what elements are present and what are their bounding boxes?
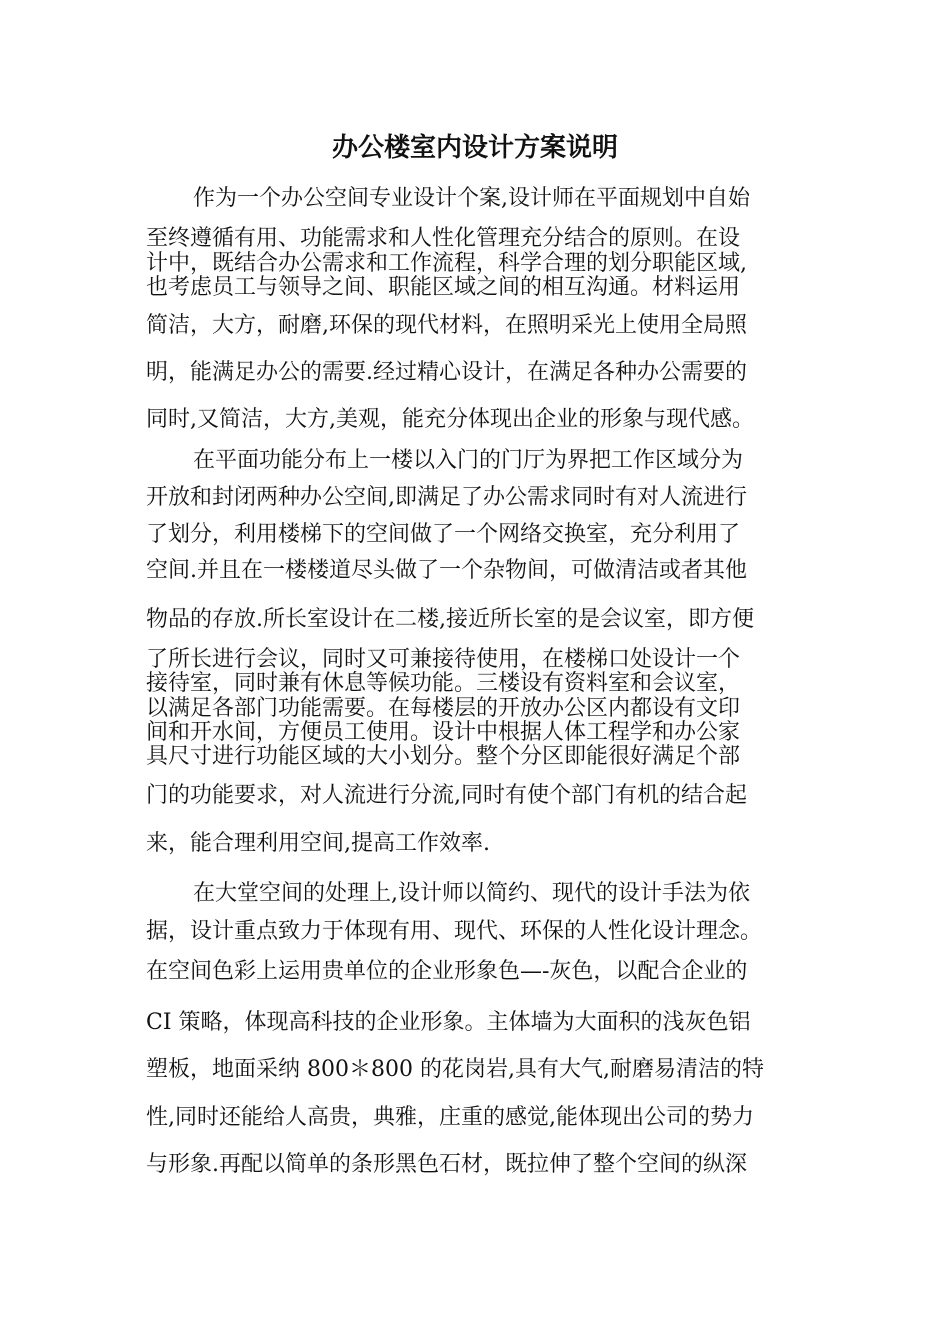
paragraph-line: 塑板，地面采纳 800＊800 的花岗岩,具有大气,耐磨易清洁的特 [146,1057,764,1082]
paragraph-line: 据，设计重点致力于体现有用、现代、环保的人性化设计理念。 [146,919,763,944]
paragraph-line: 至终遵循有用、功能需求和人性化管理充分结合的原则。在设 [146,226,741,251]
paragraph-line: 简洁，大方，耐磨,环保的现代材料，在照明采光上使用全局照 [146,313,747,338]
paragraph-line: 在空间色彩上运用贵单位的企业形象色—-灰色，以配合企业的 [146,959,748,984]
paragraph-line: 也考虑员工与领导之间、职能区域之间的相互沟通。材料运用 [146,275,741,300]
paragraph-line: 物品的存放.所长室设计在二楼,接近所长室的是会议室，即方便 [146,607,754,632]
paragraph-line: 明，能满足办公的需要.经过精心设计，在满足各种办公需要的 [146,360,747,385]
paragraph-line: 性,同时还能给人高贵，典雅，庄重的感觉,能体现出公司的势力 [146,1105,754,1130]
document-title: 办公楼室内设计方案说明 [331,133,618,163]
paragraph-line: 在大堂空间的处理上,设计师以简约、现代的设计手法为依 [193,881,750,906]
paragraph-line: 门的功能要求，对人流进行分流,同时有使个部门有机的结合起 [146,783,747,808]
paragraph-line: 具尺寸进行功能区域的大小划分。整个分区即能很好满足个部 [146,744,741,769]
paragraph-line: 间和开水间，方便员工使用。设计中根据人体工程学和办公家 [146,720,741,745]
paragraph-line: 了所长进行会议，同时又可兼接待使用，在楼梯口处设计一个 [146,647,741,672]
paragraph-line: 与形象.再配以简单的条形黑色石材，既拉伸了整个空间的纵深 [146,1152,747,1177]
paragraph-line: 了划分，利用楼梯下的空间做了一个网络交换室，充分利用了 [146,522,741,547]
paragraph-line: 以满足各部门功能需要。在每楼层的开放办公区内都设有文印 [146,696,741,721]
paragraph-line: 同时,又简洁，大方,美观，能充分体现出企业的形象与现代感。 [146,407,754,432]
paragraph-line: 作为一个办公空间专业设计个案,设计师在平面规划中自始 [193,186,750,211]
paragraph-line: 计中，既结合办公需求和工作流程，科学合理的划分职能区域, [146,251,747,276]
paragraph-line: 接待室，同时兼有休息等候功能。三楼设有资料室和会议室， [146,671,741,696]
paragraph-line: CI 策略，体现高科技的企业形象。主体墙为大面积的浅灰色铝 [146,1010,751,1035]
paragraph-line: 来，能合理利用空间,提高工作效率. [146,831,490,856]
paragraph-line: 开放和封闭两种办公空间,即满足了办公需求同时有对人流进行 [146,485,747,510]
paragraph-line: 空间.并且在一楼楼道尽头做了一个杂物间，可做清洁或者其他 [146,558,747,583]
paragraph-line: 在平面功能分布上一楼以入门的门厅为界把工作区域分为 [193,448,744,473]
